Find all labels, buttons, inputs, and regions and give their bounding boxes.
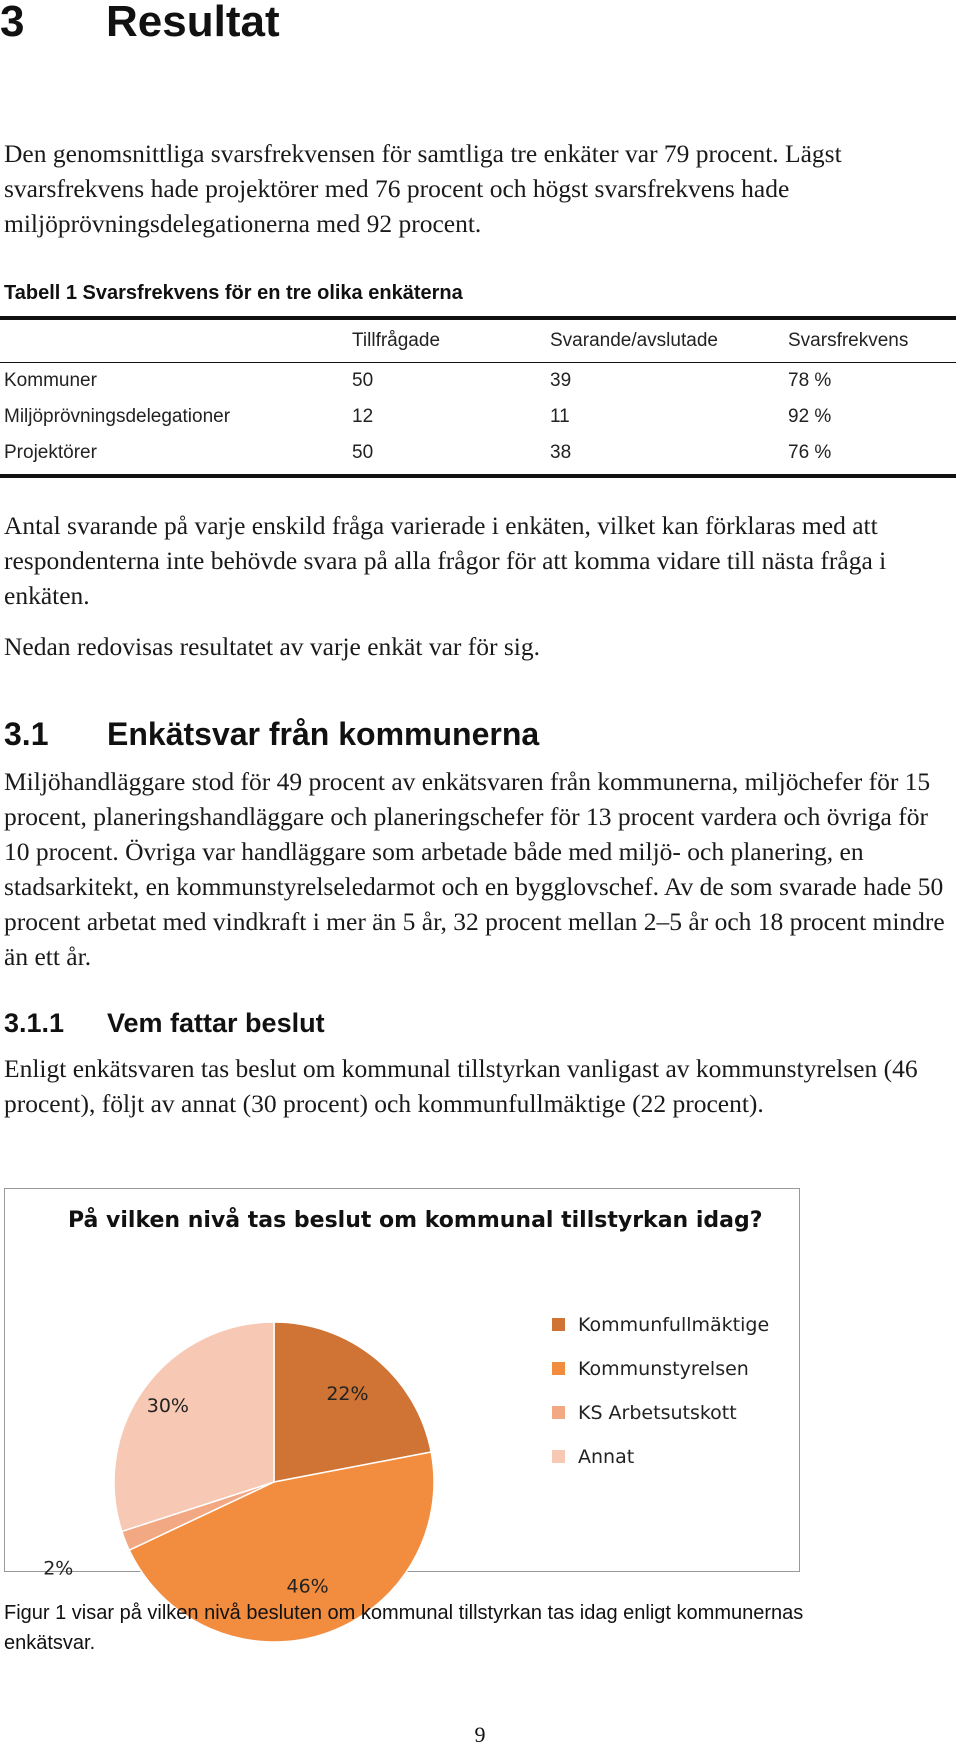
subsection-number: 3.1.1 [4,1008,65,1038]
pie-data-label: 30% [146,1394,189,1417]
paragraph-2: Antal svarande på varje enskild fråga varierade i enkäten, vilket kan förklaras med att respondenterna inte behövde svara på alla frågor för att komma vidare till nästa fråga i enkäten. [4,511,887,610]
pie-data-label: 46% [286,1575,329,1598]
table-rule-top [0,316,956,320]
table-cell: 78 % [788,370,832,391]
section-number: 3.1 [4,716,49,752]
table-rule-mid [0,362,956,363]
table-cell: Kommuner [4,370,97,391]
table-cell: 50 [352,370,374,391]
pie-chart [4,1188,800,1598]
legend-label: Annat [578,1446,635,1468]
page-number: 9 [474,1722,486,1747]
table-cell: Projektörer [4,442,97,463]
table-cell: 76 % [788,442,832,463]
response-rate-table [0,316,956,478]
section-title: Enkätsvar från kommunerna [107,716,540,752]
heading-title: Resultat [106,0,280,46]
pie-data-label: 22% [326,1383,369,1406]
paragraph-5: Enligt enkätsvaren tas beslut om kommunal tillstyrkan vanligast av kommunstyrelsen (46 procent), följt av annat (30 procent) och kommunfullmäktige (22 procent). [4,1054,918,1118]
table-cell: 38 [550,442,572,463]
legend-swatch [552,1450,565,1463]
table-cell: 11 [550,406,570,427]
table-cell: 39 [550,370,572,391]
legend-swatch [552,1362,565,1375]
pie-data-label: 2% [43,1557,74,1580]
legend-swatch [552,1318,565,1331]
subsection-heading [4,1008,325,1039]
table-cell: 12 [352,406,374,427]
table-caption: Tabell 1 Svarsfrekvens för en tre olika enkäterna [4,282,463,304]
legend-label: KS Arbetsutskott [578,1402,737,1424]
table-cell: 50 [352,442,374,463]
table-header-cell: Svarande/avslutade [550,330,718,351]
chart-title: På vilken nivå tas beslut om kommunal tillstyrkan idag? [68,1208,763,1233]
subsection-title: Vem fattar beslut [107,1008,325,1038]
table-header-cell: Tillfrågade [352,330,441,351]
page-heading [0,0,280,44]
section-heading [4,716,539,753]
paragraph-4: Miljöhandläggare stod för 49 procent av enkätsvaren från kommunerna, miljöchefer för 15 procent, planeringshandläggare och planeringschefer för 13 procent vardera och övriga för 10 procent. Övriga var handläggare som arbetade både med miljö- och planering, en stadsarkitekt, en kommunstyrelseledarmot och en bygglovschef. Av de som svarade hade 50 procent arbetat med vindkraft i mer än 5 år, 32 procent mellan 2–5 år och 18 procent mindre än ett år. [4,767,945,971]
table-rule-bottom [0,474,956,478]
figure-caption: Figur 1 visar på vilken nivå besluten om kommunal tillstyrkan tas idag enligt kommunernas enkätsvar. [4,1602,804,1654]
table-header-cell: Svarsfrekvens [788,330,909,351]
heading-number: 3 [0,0,25,46]
table-cell: 92 % [788,406,832,427]
paragraph-3: Nedan redovisas resultatet av varje enkät var för sig. [4,632,540,661]
table-cell: Miljöprövningsdelegationer [4,406,231,427]
legend-label: Kommunstyrelsen [578,1358,749,1380]
intro-paragraph: Den genomsnittliga svarsfrekvensen för samtliga tre enkäter var 79 procent. Lägst svarsfrekvens hade projektörer med 76 procent och högst svarsfrekvens hade miljöprövningsdelegationerna med 92 procent. [4,139,842,238]
legend-swatch [552,1406,565,1419]
legend-label: Kommunfullmäktige [578,1314,770,1336]
